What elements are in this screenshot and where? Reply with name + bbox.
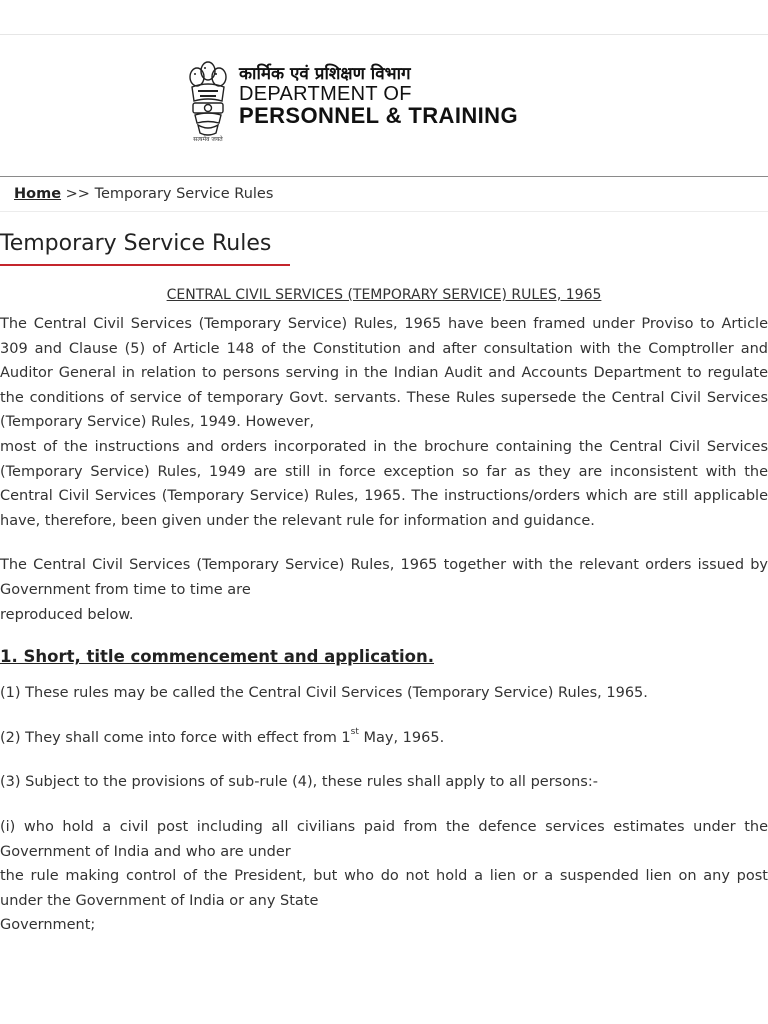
rule-1-3-i-a: (i) who hold a civil post including all civilians paid from the defence services estimates under the Government of India and who are under [0, 818, 768, 860]
breadcrumb-home-link[interactable]: Home [14, 186, 62, 202]
rule-1-2-text: (2) They shall come into force with effect from 1 [0, 729, 351, 746]
emblem-motto: सत्यमेव जयते [193, 136, 223, 143]
rule-1-2 [0, 726, 768, 751]
rule-1-3-i-c: Government; [0, 917, 96, 934]
department-name-line2: PERSONNEL & TRAINING [239, 103, 518, 128]
rule-1-2-date: May, 1965. [358, 729, 445, 746]
site-header [0, 35, 768, 176]
document-body [0, 283, 768, 938]
intro-paragraph-2b: reproduced below. [0, 606, 134, 623]
rule-1-3-i-b: the rule making control of the President, but who do not hold a lien or a suspended lien on any post under the Government of India or any State [0, 868, 768, 909]
breadcrumb-current: Temporary Service Rules [94, 186, 274, 202]
rule-1-1: (1) These rules may be called the Central Civil Services (Temporary Service) Rules, 1965. [0, 685, 648, 702]
header-divider [0, 176, 768, 177]
title-accent-underline [0, 264, 290, 266]
rule-1-2-ordinal: st [350, 726, 359, 737]
breadcrumb-separator: >> [65, 186, 90, 202]
intro-paragraph-1b: most of the instructions and orders incorporated in the brochure containing the Central Civil Services (Temporary Service) Rules, 1949 are still in force exception so far as they are inconsistent with the Central Civil Services (Temporary Service) Rules, 1965. The instructions/orders which are still applicable have, therefore, been given under the relevant rule for information and guidance. [0, 438, 768, 529]
rules-heading: CENTRAL CIVIL SERVICES (TEMPORARY SERVICE) RULES, 1965 [166, 287, 602, 303]
department-name-line1: DEPARTMENT OF [239, 83, 412, 105]
breadcrumb-divider [0, 211, 768, 212]
page-title: Temporary Service Rules [0, 231, 272, 256]
intro-paragraph-2a: The Central Civil Services (Temporary Service) Rules, 1965 together with the relevant orders issued by Government from time to time are [0, 557, 768, 598]
breadcrumb [14, 184, 273, 204]
section-1-heading: 1. Short, title commencement and application. [0, 647, 435, 667]
rule-1-3: (3) Subject to the provisions of sub-rule (4), these rules shall apply to all persons:- [0, 774, 598, 791]
intro-paragraph-1a: The Central Civil Services (Temporary Service) Rules, 1965 have been framed under Proviso to Article 309 and Clause (5) of Article 148 of the Constitution and after consultation with the Comptroller and Auditor General in relation to persons serving in the Indian Audit and Accounts Department to regulate the conditions of service of temporary Govt. servants. These Rules supersede the Central Civil Services (Temporary Service) Rules, 1949. However, [0, 316, 768, 431]
department-name-hindi: कार्मिक एवं प्रशिक्षण विभाग [239, 64, 411, 84]
national-emblem-icon [186, 57, 230, 147]
